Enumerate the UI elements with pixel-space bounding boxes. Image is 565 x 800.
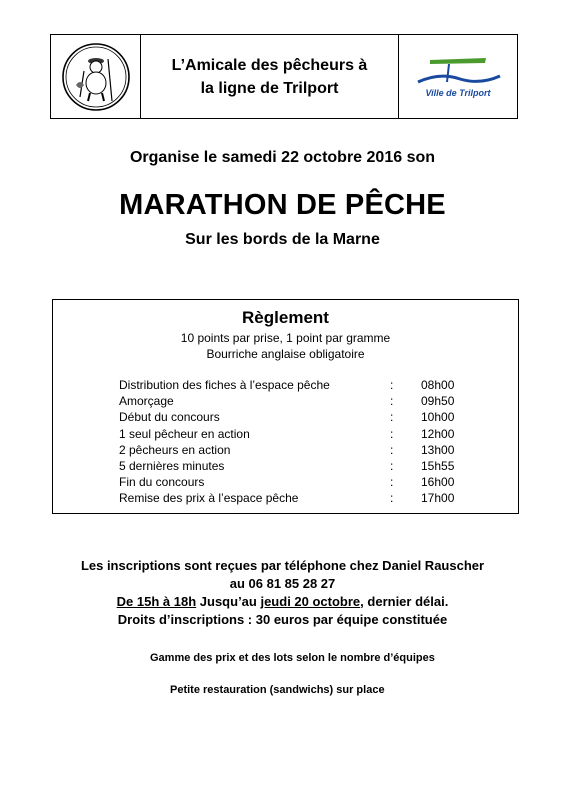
schedule-time: 15h55 — [421, 458, 455, 473]
schedule-separator: : — [390, 378, 394, 392]
rules-box — [52, 299, 519, 514]
schedule-label: Remise des prix à l’espace pêche — [119, 491, 299, 506]
schedule-time: 12h00 — [421, 426, 455, 441]
schedule-separator: : — [390, 475, 394, 490]
schedule-label: Amorçage — [119, 394, 174, 409]
schedule-row — [119, 410, 499, 426]
registration-date: jeudi 20 octobre — [260, 594, 361, 609]
schedule-row — [119, 475, 499, 491]
schedule-separator: : — [390, 394, 394, 409]
schedule-time: 17h00 — [421, 491, 455, 506]
schedule-row — [119, 394, 499, 410]
schedule-time: 08h00 — [421, 378, 455, 392]
club-name-cell — [141, 35, 399, 118]
registration-until: Jusqu’au — [196, 594, 261, 609]
schedule-label: 5 dernières minutes — [119, 458, 225, 473]
schedule-label: Distribution des fiches à l’espace pêche — [119, 378, 330, 392]
registration-hours: De 15h à 18h — [116, 594, 197, 609]
event-subtitle: Sur les bords de la Marne — [185, 231, 380, 248]
announcement-text: Organise le samedi 22 octobre 2016 son — [129, 149, 436, 166]
schedule-row — [119, 378, 499, 394]
schedule-row — [119, 427, 499, 443]
catering-text: Petite restauration (sandwichs) sur place — [170, 684, 385, 696]
ville-de-trilport-text: Ville de Trilport — [425, 87, 491, 98]
prizes-text: Gamme des prix et des lots selon le nombre d’équipes — [150, 652, 435, 664]
schedule-label: 1 seul pêcheur en action — [119, 426, 250, 441]
schedule-time: 09h50 — [421, 394, 455, 409]
fisherman-logo-icon — [60, 41, 132, 113]
club-logo-cell — [51, 35, 141, 118]
rules-points: 10 points par prise, 1 point par gramme — [180, 331, 391, 345]
schedule-label: Début du concours — [119, 410, 220, 425]
schedule-label: Fin du concours — [119, 475, 205, 490]
schedule-time: 13h00 — [421, 442, 455, 457]
registration-deadline — [0, 594, 565, 609]
event-title: MARATHON DE PÊCHE — [119, 189, 446, 221]
schedule-time: 10h00 — [421, 410, 455, 425]
registration-fees: Droits d’inscriptions : 30 euros par équipe constituée — [117, 612, 448, 627]
schedule-separator: : — [390, 491, 394, 506]
schedule-separator: : — [390, 458, 394, 473]
registration-line: Les inscriptions sont reçues par téléphone chez Daniel Rauscher — [80, 558, 485, 573]
schedule-row — [119, 491, 499, 507]
schedule-time: 16h00 — [421, 475, 455, 490]
registration-deadline-text: , dernier délai. — [360, 594, 449, 609]
schedule-row — [119, 443, 499, 459]
registration-phone: au 06 81 85 28 27 — [229, 576, 336, 591]
header-table — [50, 34, 518, 119]
club-name-line1: L’Amicale des pêcheurs à — [171, 56, 368, 74]
rules-bourriche: Bourriche anglaise obligatoire — [206, 347, 365, 361]
schedule-list — [119, 378, 499, 508]
ville-de-trilport-logo — [410, 52, 506, 102]
schedule-row — [119, 459, 499, 475]
schedule-separator: : — [390, 410, 394, 425]
town-logo-cell — [399, 35, 517, 118]
schedule-label: 2 pêcheurs en action — [119, 442, 231, 457]
schedule-separator: : — [390, 426, 394, 441]
schedule-separator: : — [390, 442, 394, 457]
rules-title: Règlement — [242, 308, 329, 327]
club-name-line2: la ligne de Trilport — [200, 79, 339, 97]
